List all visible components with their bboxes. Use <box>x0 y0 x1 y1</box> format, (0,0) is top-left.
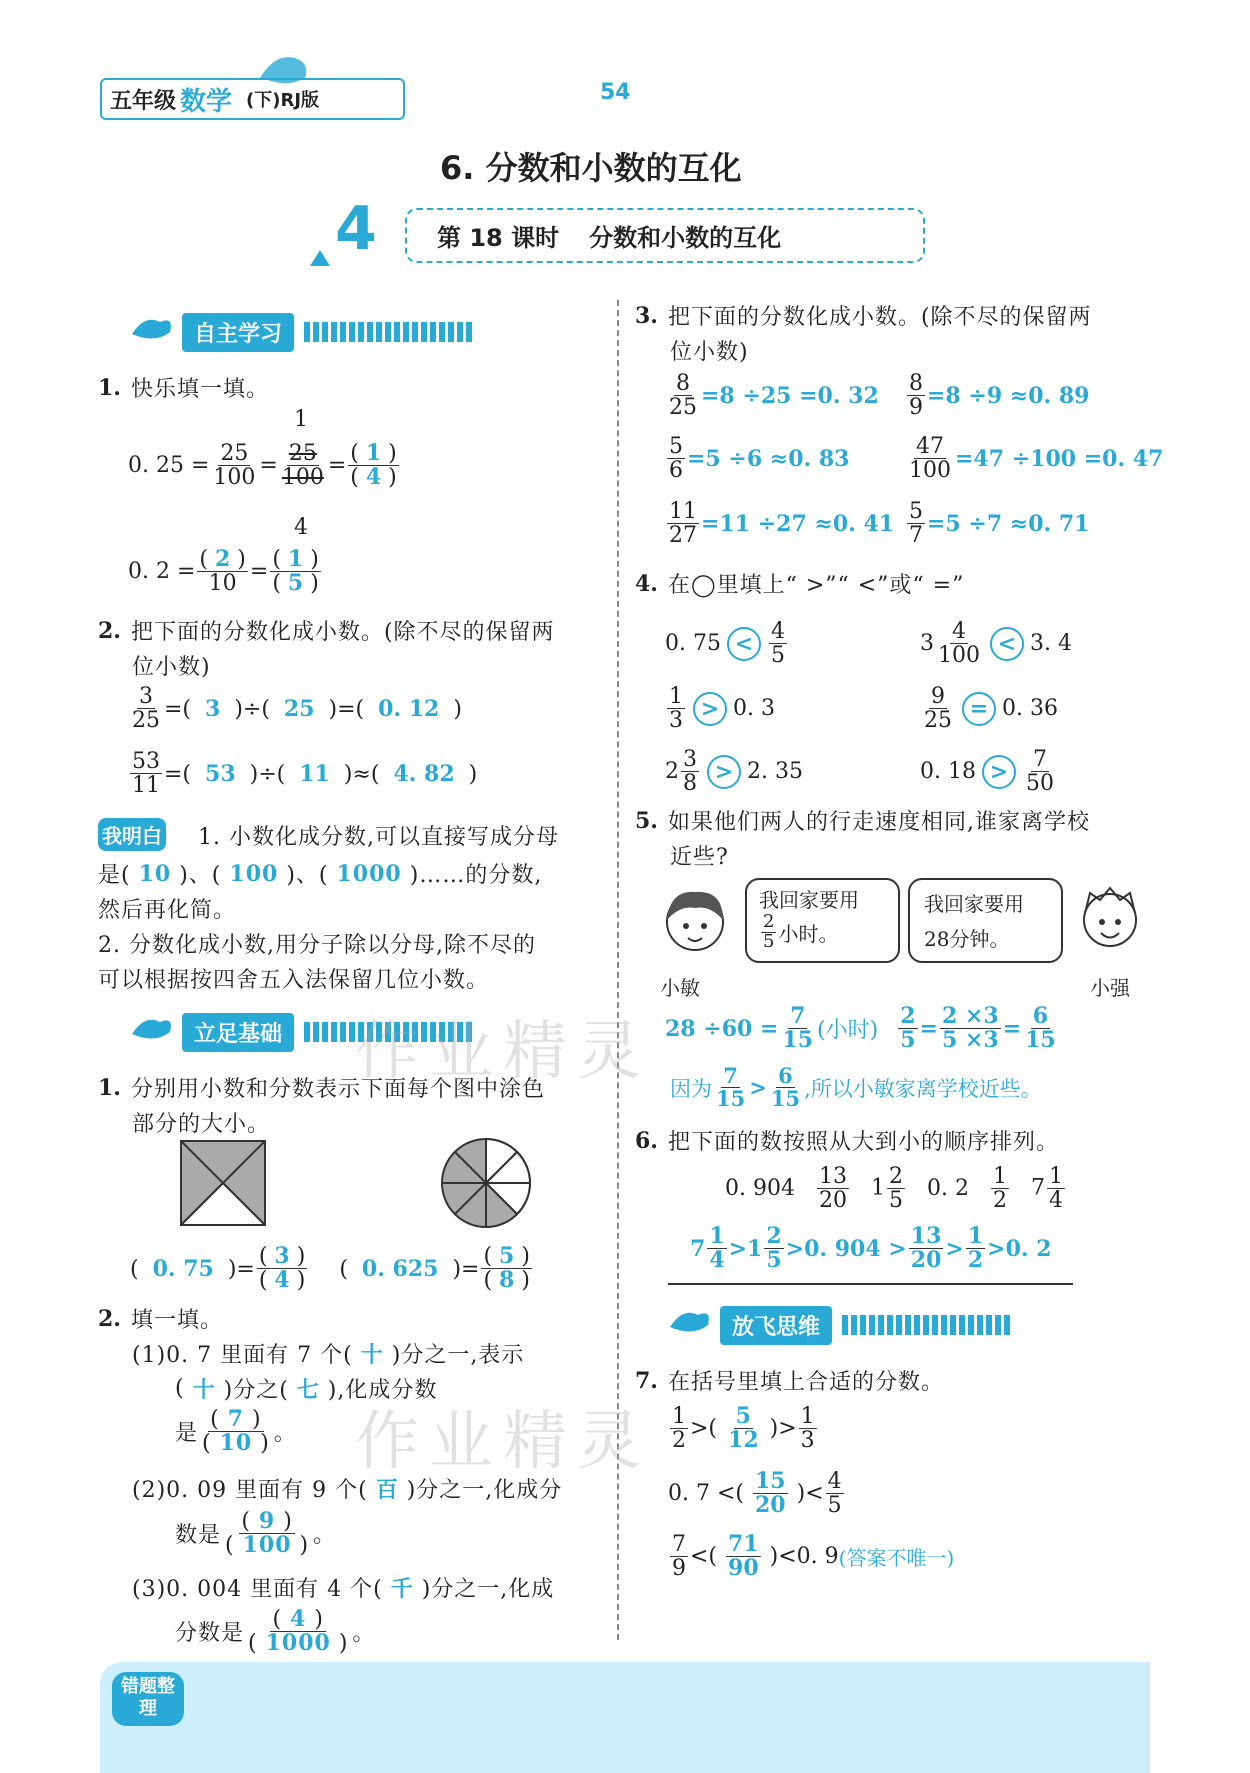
q2-row2: $\frac{53}{11}$ =( 53 )÷( 11 )≈( 4. 82 ) <box>132 749 478 799</box>
answer-fraction: $\frac{( 1 )}{( 4 )}$ <box>350 440 397 491</box>
compare-circle: > <box>693 692 727 726</box>
foundation-question-1-cont: 部分的大小。 <box>132 1112 271 1137</box>
q7-row-3: $\frac{7}{9}$ <( $\frac{71}{90}$ )<0. 9 (答案不唯一) <box>672 1531 955 1582</box>
lesson-badge: 4 <box>335 194 377 264</box>
q3-item-4: $\frac{11}{27}$ =11 ÷27 ≈0. 41 <box>669 499 895 549</box>
fraction: $\frac{25}{100}$ <box>213 441 256 491</box>
bubble-text: 我回家要用 <box>924 892 1024 916</box>
triangle-icon <box>310 250 330 266</box>
fraction-cancelled: $\frac{25}{100}$ <box>281 441 324 491</box>
section-dots <box>842 1315 1012 1335</box>
q2-row1: $\frac{3}{25}$ =( 3 )÷( 25 )=( 0. 12 ) <box>132 684 462 734</box>
f2-part2-line1: (2)0. 09 里面有 9 个( 百 )分之一,化成分 <box>132 1477 563 1503</box>
q-text: 把下面的分数化成小数。(除不尽的保留两 <box>667 305 1092 330</box>
compare-circle: > <box>982 755 1016 789</box>
tip-line3: 然后再化简。 <box>98 898 237 923</box>
f2-part1-line2: ( 十 )分之( 七 ),化成分数 <box>175 1376 438 1403</box>
question-2-cont <box>132 650 211 681</box>
girl-avatar <box>655 880 735 965</box>
q4-compare-2: 3 $\frac{4}{100}$ < 3. 4 <box>920 619 1072 669</box>
name-boy: 小强 <box>1090 976 1130 1000</box>
lesson-label: 第 18 课时 <box>437 224 560 252</box>
question-7 <box>635 1365 944 1396</box>
q7-row-2: 0. 7 <( $\frac{15}{20}$ )< $\frac{4}{5}$ <box>668 1468 842 1519</box>
question-6 <box>635 1125 1059 1156</box>
tip-line1: 1. 小数化成分数,可以直接写成分母 <box>198 825 559 850</box>
bird-icon <box>668 1307 714 1337</box>
q4-compare-6: 0. 18 > $\frac{7}{50}$ <box>920 747 1054 797</box>
watermark-1: 作业精灵 <box>355 1015 651 1089</box>
bubble-text: 我回家要用 <box>759 888 859 912</box>
watermark-2: 作业精灵 <box>355 1405 651 1479</box>
answer-fraction: $\frac{( 9 )}{( 100 )}$ <box>225 1508 310 1559</box>
q-number: 4. <box>635 570 658 597</box>
q-number: 2. <box>98 1305 121 1332</box>
answer-fraction: $\frac{( 1 )}{( 5 )}$ <box>272 546 319 597</box>
fraction: $\frac{3}{25}$ <box>132 684 160 734</box>
cancel-bottom: 4 <box>294 515 308 540</box>
question-3-cont: 位小数) <box>670 340 749 365</box>
q4-compare-4: $\frac{9}{25}$ = 0. 36 <box>924 684 1058 734</box>
page-number: 54 <box>600 80 631 105</box>
q5-solution-2: 因为 $\frac{7}{15}$ > $\frac{6}{15}$ ,所以小敏家离学校近些。 <box>670 1063 1042 1112</box>
q3-item-2: $\frac{5}{6}$ =5 ÷6 ≈0. 83 <box>669 434 850 484</box>
square-figure <box>180 1140 266 1226</box>
answer-fraction: $\frac{( 3 )}{( 4 )}$ <box>258 1243 306 1294</box>
q3-item-1: $\frac{8}{9}$ =8 ÷9 ≈0. 89 <box>909 371 1090 421</box>
header-banner <box>100 78 405 120</box>
tip-line5: 可以根据按四舍五入法保留几位小数。 <box>98 968 490 993</box>
footer-area <box>100 1662 1150 1773</box>
bird-icon <box>130 1014 176 1044</box>
q-text: 把下面的分数化成小数。(除不尽的保留两 <box>130 620 555 645</box>
q4-compare-1: 0. 75 < $\frac{4}{5}$ <box>665 619 785 669</box>
q1-row2: 0. 2 = $\frac{( 2 )}{10}$ = $\frac{( 1 )}{( 5 )}$ <box>128 546 319 597</box>
subject-label: 数学 <box>180 86 233 117</box>
page-title: 6. 分数和小数的互化 <box>440 149 742 187</box>
section-self-study <box>130 312 474 352</box>
q6-numbers: 0. 904 $\frac{13}{20}$ 1 $\frac{2}{5}$ 0. 2 $\frac{1}{2}$ 7 $\frac{1}{4}$ <box>725 1164 1063 1214</box>
circle-figure <box>440 1137 532 1229</box>
speech-bubble-2 <box>908 878 1063 963</box>
compare-circle: > <box>707 755 741 789</box>
f2-part3-line2: 分数是 $\frac{( 4 )}{( 1000 )}$ 。 <box>175 1606 376 1657</box>
question-2 <box>98 615 555 646</box>
q-number: 6. <box>635 1127 658 1154</box>
q3-item-3: $\frac{47}{100}$ =47 ÷100 =0. 47 <box>909 434 1164 484</box>
speech-bubble-1: 我回家要用 $\frac{2}{5}$ 小时。 <box>745 878 900 963</box>
q7-row-1: $\frac{1}{2}$ >( $\frac{5}{12}$ )> $\frac{1}{3}$ <box>672 1403 815 1454</box>
mascot-icon <box>255 48 315 88</box>
answer-fraction: $\frac{( 7 )}{( 10 )}$ <box>202 1406 270 1457</box>
f2-part1-line3: 是 $\frac{( 7 )}{( 10 )}$ 。 <box>175 1406 297 1457</box>
answer-fraction: $\frac{( 5 )}{( 8 )}$ <box>483 1243 530 1294</box>
bubble-text: 28分钟。 <box>924 927 1010 951</box>
f2-part2-line2: 数是 $\frac{( 9 )}{( 100 )}$ 。 <box>175 1508 337 1559</box>
q-number: 1. <box>98 374 121 401</box>
cancel-top: 1 <box>294 407 308 432</box>
f2-part1-line1: (1)0. 7 里面有 7 个( 十 )分之一,表示 <box>132 1342 525 1368</box>
q-text: 分别用小数和分数表示下面每个图中涂色 <box>130 1077 545 1102</box>
q-number: 2. <box>98 617 121 644</box>
section-label: 自主学习 <box>182 313 294 352</box>
volume-label: (下)RJ版 <box>246 90 320 111</box>
compare-circle: = <box>962 692 996 726</box>
q3-item-5: $\frac{5}{7}$ =5 ÷7 ≈0. 71 <box>909 499 1090 549</box>
q-text: 位小数) <box>132 655 211 680</box>
boy-avatar <box>1075 878 1145 963</box>
q-number: 3. <box>635 302 658 329</box>
tip-badge: 我明白 <box>98 818 166 851</box>
section-thinking <box>668 1305 1012 1345</box>
q3-item-0: $\frac{8}{25}$ =8 ÷25 =0. 32 <box>669 371 879 421</box>
q6-answer: 7 $\frac{1}{4}$ >1 $\frac{2}{5}$ >0. 904 > $\frac{13}{20}$ > $\frac{1}{2}$ >0. 2 <box>690 1223 1052 1274</box>
compare-circle: < <box>990 627 1024 661</box>
q-number: 7. <box>635 1367 658 1394</box>
question-4 <box>635 568 964 599</box>
tip-line4: 2. 分数化成小数,用分子除以分母,除不尽的 <box>98 933 536 958</box>
q-number: 5. <box>635 807 658 834</box>
f1-answers: ( 0. 75 )= $\frac{( 3 )}{( 4 )}$ ( 0. 625 )= $\frac{( 5 )}{( 8 )}$ <box>130 1243 530 1294</box>
name-girl: 小敏 <box>660 976 700 1000</box>
fraction: $\frac{53}{11}$ <box>132 749 160 799</box>
question-1 <box>98 372 269 403</box>
compare-circle: < <box>727 627 761 661</box>
q5-solution-1: 28 ÷60 = $\frac{7}{15}$ (小时) $\frac{2}{5}$ = $\frac{2 \times 3}{5 \times 3}$ = $\frac{6}{15}$ <box>665 1003 1056 1054</box>
q-text: 在括号里填上合适的分数。 <box>667 1370 944 1395</box>
tip-line2: 是( 10 )、( 100 )、( 1000 )……的分数, <box>98 860 543 888</box>
grade-label: 五年级 <box>110 88 177 114</box>
q1-row1: 0. 25 = $\frac{25}{100}$ = $\frac{25}{100}$ = $\frac{( 1 )}{( 4 )}$ <box>128 440 397 491</box>
q-text: 填一填。 <box>130 1308 223 1333</box>
q-text: 快乐填一填。 <box>130 377 269 402</box>
q4-compare-3: $\frac{1}{3}$ > 0. 3 <box>669 684 775 734</box>
answer-fraction: $\frac{( 2 )}{10}$ <box>199 546 246 597</box>
lesson-banner <box>310 194 930 268</box>
section-label: 立足基础 <box>182 1013 294 1052</box>
lead: 0. 25 = <box>128 453 210 479</box>
section-dots <box>304 322 474 342</box>
lead: 0. 2 = <box>128 559 196 585</box>
q-text: 把下面的数按照从大到小的顺序排列。 <box>667 1130 1059 1155</box>
lesson-name: 分数和小数的互化 <box>589 224 782 252</box>
foundation-question-2 <box>98 1303 223 1334</box>
bird-icon <box>130 314 176 344</box>
section-label: 放飞思维 <box>720 1306 832 1345</box>
answer-fraction: $\frac{( 4 )}{( 1000 )}$ <box>248 1606 349 1657</box>
question-3 <box>635 300 1092 331</box>
q-number: 1. <box>98 1074 121 1101</box>
answer-underline <box>668 1283 1073 1285</box>
q-text: 如果他们两人的行走速度相同,谁家离学校 <box>667 810 1090 835</box>
question-5-cont: 近些? <box>670 845 729 870</box>
question-5 <box>635 805 1090 836</box>
q-text: 在◯里填上“ >”“ <”或“ =” <box>667 573 965 598</box>
f2-part3-line1: (3)0. 004 里面有 4 个( 千 )分之一,化成 <box>132 1576 555 1602</box>
footer-badge: 错题整理 <box>112 1672 184 1726</box>
q4-compare-5: 2 $\frac{3}{8}$ > 2. 35 <box>665 747 803 797</box>
lesson-title-box <box>405 208 925 263</box>
